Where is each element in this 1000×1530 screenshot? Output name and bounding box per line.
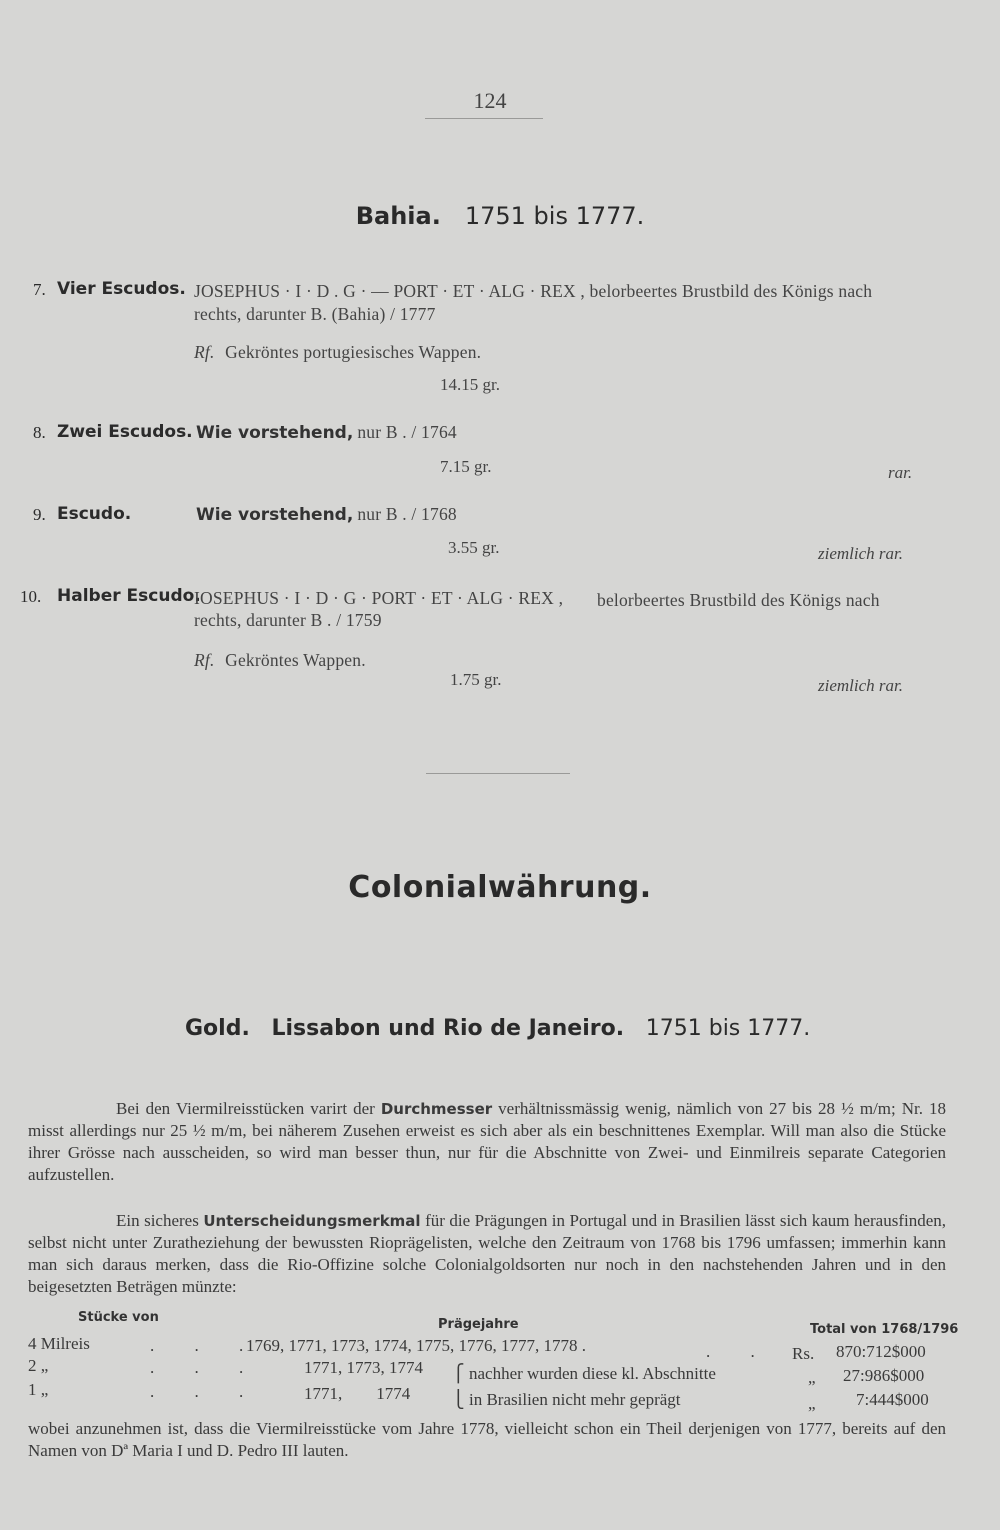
table-cell-years: 1769, 1771, 1773, 1774, 1775, 1776, 1777, 1778 .: [246, 1336, 586, 1355]
table-cell-total: 870:712$000: [836, 1342, 926, 1361]
entry-rest: nur B . / 1764: [357, 422, 457, 442]
table-cell-note: ⎩ in Brasilien nicht mehr geprägt: [452, 1390, 681, 1409]
heading-place: Bahia.: [355, 202, 441, 230]
table-cell-years: 1771, 1773, 1774: [304, 1358, 423, 1377]
table-cell-note: ⎧ nachher wurden diese kl. Abschnitte: [452, 1364, 716, 1383]
table-cell-piece: 1 „: [28, 1380, 49, 1399]
section-divider: [426, 773, 570, 774]
entry-description-line2: rechts, darunter B . / 1759: [194, 610, 382, 630]
entry-label: Zwei Escudos.: [57, 422, 193, 442]
entry-description-line2: rechts, darunter B. (Bahia) / 1777: [194, 304, 436, 324]
entry-description-line1: JOSEPHUS · I · D . G · — PORT · ET · ALG · REX , belorbeertes Brustbild des Königs nach: [194, 281, 873, 301]
entry-weight: 14.15 gr.: [440, 375, 500, 394]
entry-number: 10.: [20, 587, 42, 606]
table-cell-dots: . . .: [150, 1382, 262, 1401]
entry-description: [196, 504, 457, 525]
entry-number: 8.: [33, 423, 46, 442]
table-cell-total: 7:444$000: [856, 1390, 929, 1409]
table-cell-total: 27:986$000: [843, 1366, 925, 1385]
para-emphasis: Durchmesser: [380, 1100, 493, 1118]
table-cell-currency: Rs.: [792, 1344, 815, 1363]
reverse-text: Gekröntes Wappen.: [225, 650, 366, 670]
entry-label: Halber Escudo.: [57, 586, 201, 606]
entry-weight: 1.75 gr.: [450, 670, 502, 689]
para-text: Ein sicheres: [116, 1211, 199, 1230]
entry-rarity: ziemlich rar.: [818, 544, 903, 563]
entry-label: Vier Escudos.: [57, 279, 186, 299]
subheading-gold: [185, 1016, 824, 1041]
reverse-prefix: Rf.: [194, 650, 215, 670]
paragraph-diameter: [28, 1098, 946, 1186]
reverse-text: Gekröntes portugiesisches Wappen.: [225, 342, 482, 362]
table-cell-piece: 4 Milreis: [28, 1334, 90, 1353]
reverse-prefix: Rf.: [194, 342, 215, 362]
entry-reverse: [194, 650, 366, 671]
page-number: 124: [473, 88, 507, 113]
table-cell-dots: . . .: [150, 1336, 262, 1355]
entry-number: 7.: [33, 280, 46, 299]
entry-lead: Wie vorstehend,: [196, 505, 354, 525]
table-cell-note: . .: [706, 1342, 773, 1361]
header-rule: [425, 118, 543, 119]
section-heading-bahia: [0, 202, 1000, 231]
entry-description: [196, 422, 457, 443]
para-text: für die Prägungen in Portugal und in Brasilien lässt sich kaum herausfinden, selbst nicht unter Zuratheziehung der bewussten Rioprägelisten, welche den Zeitraum von 1768 bis 1796 umfassen; immerhin kann man sich daraus merken, dass die Rio-Offizine solche Colonialgoldsorten nur noch in den nachstehenden Jahren und in den beigesetzten Beträgen münzte:: [28, 1211, 947, 1296]
para-text: Bei den Viermilreisstücken varirt der: [116, 1099, 375, 1118]
table-header-years: Prägejahre: [438, 1317, 519, 1332]
subheading-years: 1751 bis 1777.: [645, 1016, 811, 1041]
entry-lead: Wie vorstehend,: [196, 423, 354, 443]
heading-years: 1751 bis 1777.: [464, 202, 645, 230]
table-cell-dots: . . .: [150, 1358, 262, 1377]
subheading-place: Lissabon und Rio de Janeiro.: [271, 1016, 625, 1041]
subheading-metal: Gold.: [185, 1016, 250, 1041]
para-emphasis: Unterscheidungsmerkmal: [203, 1212, 421, 1230]
entry-weight: 7.15 gr.: [440, 457, 492, 476]
entry-number: 9.: [33, 505, 46, 524]
para-text: verhältnissmässig wenig, nämlich von 27 bis 28 ½ m/m; Nr. 18 misst allerdings nur 25 ½ m/m, bei näherem Zusehen erweist es sich aber als ein beschnittenes Exemplar. Will man also die Stücke ihrer Grösse nach ausscheiden, so wird man besser thun, nur für die Abschnitte von Zwei- und Einmilreis separate Categorien aufzustellen.: [28, 1099, 947, 1184]
entry-description-line1: IOSEPHUS · I · D · G · PORT · ET · ALG · REX ,: [194, 588, 564, 608]
paragraph-distinction: [28, 1210, 946, 1298]
entry-weight: 3.55 gr.: [448, 538, 500, 557]
entry-description-line1b: belorbeertes Brustbild des Königs nach: [597, 590, 880, 610]
entry-rarity: rar.: [888, 463, 913, 482]
table-cell-years: 1771, 1774: [304, 1384, 411, 1403]
paragraph-closing: wobei anzunehmen ist, dass die Viermilreisstücke vom Jahre 1778, vielleicht schon ein Theil derjenigen von 1777, bereits auf den Namen von Dª Maria I und D. Pedro III lauten.: [28, 1419, 946, 1460]
entry-reverse: [194, 342, 481, 363]
table-cell-piece: 2 „: [28, 1356, 49, 1375]
entry-rarity: ziemlich rar.: [818, 676, 903, 695]
table-cell-currency: „: [808, 1368, 816, 1387]
entry-rest: nur B . / 1768: [357, 504, 457, 524]
table-cell-currency: „: [808, 1394, 816, 1413]
table-header-pieces: Stücke von: [78, 1310, 159, 1325]
entry-label: Escudo.: [57, 504, 132, 524]
table-header-total: Total von 1768/1796: [810, 1322, 959, 1337]
section-heading-colonial: Colonialwährung.: [348, 870, 652, 905]
